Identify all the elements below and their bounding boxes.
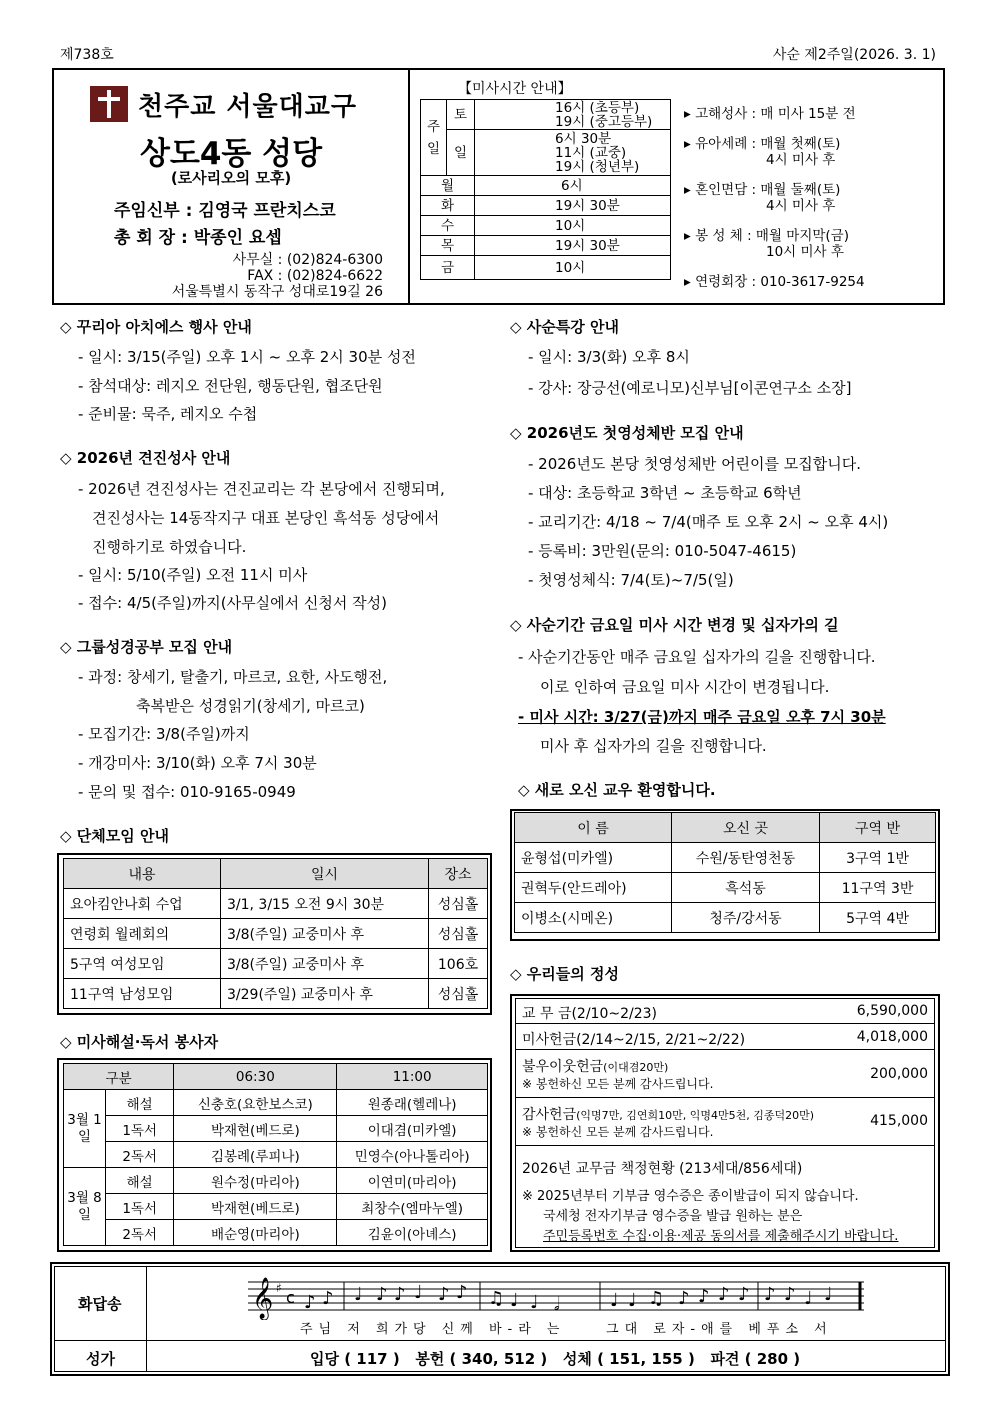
svg-text:𝄞: 𝄞: [252, 1278, 274, 1319]
section-title: ◇ 그룹성경공부 모집 안내: [60, 636, 232, 657]
svg-text:♪: ♪: [784, 1284, 796, 1305]
section-title: ◇ 미사해설·독서 봉사자: [60, 1031, 218, 1052]
section-title: ◇ 우리들의 정성: [510, 963, 619, 984]
office-fax: FAX : (02)824-6622: [247, 268, 383, 284]
svg-text:c: c: [286, 1288, 295, 1307]
section-title: ◇ 사순특강 안내: [510, 316, 619, 337]
table-row: 이병소(시메온) 청주/강서동 5구역 4반: [515, 903, 936, 933]
volunteer-table: 구분 06:30 11:00 3월 1일 해설 신충호(요한보스코) 원종래(헬레나) 1독서 박재현(베드로) 이대겸(미카엘) 2독서 김봉례(루피나) 민영수(아나톨리아) 3월 8일 해설 원수정(마리아) 이연미(마리아) 1독서 박재현(베드로) 최창수(엠마누엘) 2독서 배순영(마리아) 김윤이(아녜스): [63, 1063, 488, 1246]
new-members-table: 이 름 오신 곳 구역 반 윤형섭(미카엘) 수원/동탄영천동 3구역 1반 권혁두(안드레아) 흑석동 11구역 3반 이병소(시메온) 청주/강서동 5구역 4반: [514, 812, 936, 933]
pastor: 주임신부 : 김영국 프란치스코: [114, 201, 336, 221]
office-phone: 사무실 : (02)824-6300: [232, 252, 383, 268]
cross-icon: [90, 86, 128, 122]
svg-text:♯: ♯: [276, 1281, 282, 1295]
svg-text:♪: ♪: [456, 1282, 468, 1303]
mass-title: 【미사시간 안내】: [458, 81, 572, 97]
issue-number: 제738호: [60, 47, 114, 63]
marriage-info: ▸ 혼인면담 : 매월 둘째(토): [684, 182, 841, 198]
svg-text:♩: ♩: [530, 1292, 539, 1313]
svg-text:♩: ♩: [354, 1284, 363, 1305]
svg-text:♪: ♪: [698, 1286, 710, 1307]
svg-text:♫: ♫: [648, 1288, 665, 1309]
hymn-label: 성가: [86, 1350, 115, 1368]
svg-text:♪: ♪: [376, 1284, 388, 1305]
svg-text:♩: ♩: [610, 1290, 619, 1311]
church-patron: (로사리오의 모후): [170, 169, 292, 187]
svg-text:♪: ♪: [738, 1284, 750, 1305]
svg-text:♪: ♪: [322, 1288, 334, 1309]
table-row: 권혁두(안드레아) 흑석동 11구역 3반: [515, 873, 936, 903]
svg-text:♩: ♩: [510, 1290, 519, 1311]
communion-info: ▸ 봉 성 체 : 매월 마지막(금): [684, 228, 849, 244]
svg-text:♩: ♩: [804, 1288, 813, 1309]
issue-date: 사순 제2주일(2026. 3. 1): [772, 47, 936, 63]
diocese-logo: [90, 84, 390, 124]
section-title: ◇ 사순기간 금요일 미사 시간 변경 및 십자가의 길: [510, 614, 839, 635]
svg-text:♪: ♪: [764, 1284, 776, 1305]
group-meetings-table: 내용 일시 장소 요아킴안나회 수업 3/1, 3/15 오전 9시 30분 성심홀 연령회 월례회의 3/8(주일) 교중미사 후 성심홀 5구역 여성모임 3/8(주일) 교중미사 후 106호 11구역 남성모임 3/29(주일) 교중미사 후 성심홀: [63, 858, 488, 1009]
infant-baptism: ▸ 유아세례 : 매월 첫째(토): [684, 136, 841, 152]
svg-text:♪: ♪: [438, 1284, 450, 1305]
section-title: ◇ 새로 오신 교우 환영합니다.: [518, 779, 716, 800]
church-name: 상도4동 성당: [139, 136, 323, 172]
diocese-name: 천주교 서울대교구: [138, 91, 357, 122]
funeral-council: ▸ 연령회장 : 010-3617-9254: [684, 274, 865, 290]
svg-text:♫: ♫: [488, 1288, 505, 1309]
svg-text:♩: ♩: [628, 1290, 637, 1311]
svg-text:♩: ♩: [414, 1282, 423, 1303]
section-title: ◇ 꾸리아 아치에스 행사 안내: [60, 316, 252, 337]
psalm-label: 화답송: [78, 1295, 122, 1313]
svg-text:♪: ♪: [678, 1288, 690, 1309]
svg-text:♪: ♪: [394, 1284, 406, 1305]
president: 총 회 장 : 박종인 요셉: [114, 228, 282, 248]
confession-info: ▸ 고해성사 : 매 미사 15분 전: [684, 106, 856, 122]
psalm-staff: [248, 1270, 868, 1320]
svg-text:𝅗𝅥: 𝅗𝅥: [554, 1294, 560, 1315]
address: 서울특별시 동작구 성대로19길 26: [171, 284, 383, 300]
section-title: ◇ 2026년도 첫영성체반 모집 안내: [510, 422, 744, 443]
hymn-numbers: 입당 ( 117 ) 봉헌 ( 340, 512 ) 성체 ( 151, 155 ) 파견 ( 280 ): [310, 1350, 801, 1368]
table-row: 연령회 월례회의 3/8(주일) 교중미사 후 성심홀: [64, 919, 488, 949]
psalm-lyrics: 주님 저 희가당 신께 바-라 는 그대 로자-애를 베푸소 서: [300, 1322, 833, 1337]
svg-text:♪: ♪: [718, 1284, 730, 1305]
header-box: 천주교 서울대교구 상도4동 성당 (로사리오의 모후) 주임신부 : 김영국 프란치스코 총 회 장 : 박종인 요셉 사무실 : (02)824-6300 FAX : (02)824-6622 서울특별시 동작구 성대로19길 26 【미사시간 안내】 주 일 토 16시 (초등부) 19시 (중고등부) 일 6시 30분 11시 (교중) 19시 (청년부) 월 6시 화 19시 30분 수 10시 목 19시 30분 금 10시 ▸ 고해성사 : 매 미사 15분 전 ▸ 유아세례 : 매월 첫째(토) 4시 미사 후 ▸ 혼인면담 : 매월 둘째(토) 4시 미사 후 ▸ 봉 성 체 : 매월 마지막(금) 10시 미사 후 ▸ 연령회장 : 010-3617-9254: [52, 68, 945, 305]
table-row: 윤형섭(미카엘) 수원/동탄영천동 3구역 1반: [515, 843, 936, 873]
svg-text:♩: ♩: [824, 1284, 833, 1305]
table-row: 5구역 여성모임 3/8(주일) 교중미사 후 106호: [64, 949, 488, 979]
section-title: ◇ 2026년 견진성사 안내: [60, 447, 230, 468]
table-row: 요아킴안나회 수업 3/1, 3/15 오전 9시 30분 성심홀: [64, 889, 488, 919]
section-title: ◇ 단체모임 안내: [60, 825, 169, 846]
table-row: 11구역 남성모임 3/29(주일) 교중미사 후 성심홀: [64, 979, 488, 1009]
svg-text:♪: ♪: [304, 1292, 316, 1313]
mass-schedule: 주 일 토 16시 (초등부) 19시 (중고등부) 일 6시 30분 11시 (교중) 19시 (청년부) 월 6시 화 19시 30분 수 10시 목 19시 30분 금 10시: [420, 99, 671, 280]
